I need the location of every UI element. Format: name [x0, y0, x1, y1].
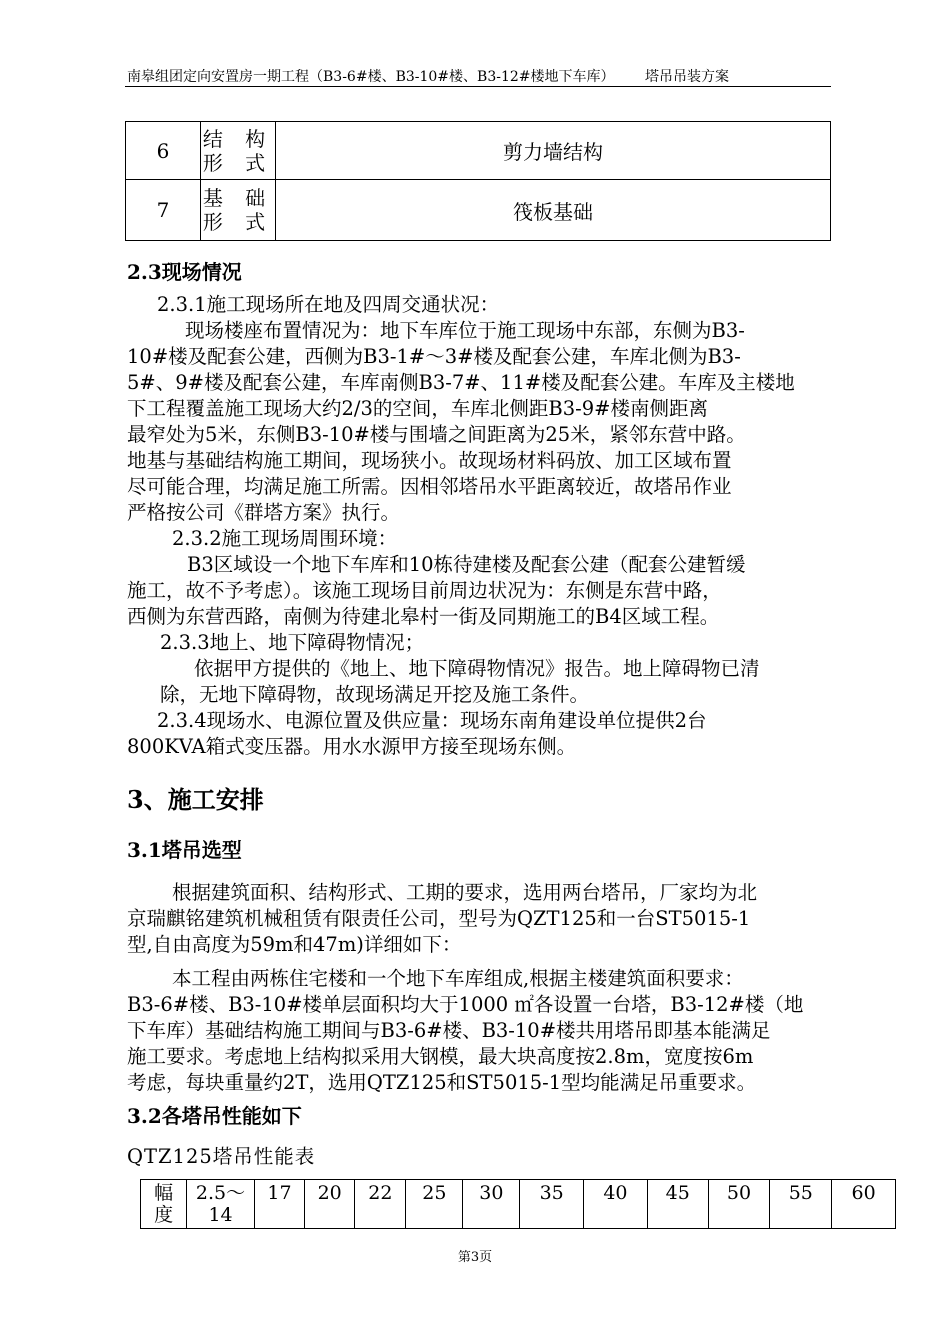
paragraph-line: 尽可能合理，均满足施工所需。因相邻塔吊水平距离较近，故塔吊作业	[127, 475, 732, 498]
cell-line: 14	[208, 1204, 233, 1226]
table-row	[126, 122, 831, 180]
table-row	[126, 180, 831, 241]
table-cell: 30	[463, 1180, 520, 1229]
paragraph-line: 施工，故不予考虑）。该施工现场目前周边状况为：东侧是东营中路，	[127, 579, 722, 602]
paragraph-line: 现场楼座布置情况为：地下车库位于施工现场中东部，东侧为B3-	[185, 319, 745, 342]
paragraph-line: 10#楼及配套公建，西侧为B3-1#～3#楼及配套公建，车库北侧为B3-	[127, 345, 741, 368]
header-project-title: 南皋组团定向安置房一期工程（B3-6#楼、B3-10#楼、B3-12#楼地下车库）	[127, 69, 615, 85]
paragraph-line: 本工程由两栋住宅楼和一个地下车库组成,根据主楼建筑面积要求：	[172, 967, 744, 990]
cell-line: 2.5～	[195, 1182, 246, 1204]
paragraph-line: 800KVA箱式变压器。用水水源甲方接至现场东侧。	[127, 735, 577, 758]
section-heading-3-1: 3.1塔吊选型	[127, 838, 242, 862]
section-heading-3-2: 3.2各塔吊性能如下	[127, 1104, 302, 1128]
paragraph-line: 2.3.4现场水、电源位置及供应量：现场东南角建设单位提供2台	[157, 709, 707, 732]
paragraph-line: 型,自由高度为59m和47m)详细如下：	[127, 933, 462, 956]
table-cell: 60	[832, 1180, 896, 1229]
table-cell: 45	[647, 1180, 708, 1229]
paragraph-line: 除，无地下障碍物，故现场满足开挖及施工条件。	[160, 683, 590, 706]
table-cell: 17	[254, 1180, 304, 1229]
page-header	[125, 64, 831, 87]
table-cell: 22	[355, 1180, 406, 1229]
paragraph-line: 下工程覆盖施工现场大约2/3的空间，车库北侧距B3-9#楼南侧距离	[127, 397, 708, 420]
table-row	[141, 1180, 896, 1229]
paragraph-line: 根据建筑面积、结构形式、工期的要求，选用两台塔吊，厂家均为北	[172, 881, 758, 904]
paragraph-line: 2.3.3地上、地下障碍物情况；	[160, 631, 425, 654]
header-line: 度	[154, 1204, 174, 1226]
paragraph-line: 京瑞麒铭建筑机械租赁有限责任公司，型号为QZT125和一台ST5015-1	[127, 907, 751, 930]
header-doc-title: 塔吊吊装方案	[645, 69, 729, 85]
page-number: 第3页	[457, 1250, 493, 1265]
row-number: 7	[126, 180, 201, 241]
row-label-line: 基 础	[202, 186, 274, 211]
paragraph-line: B3区域设一个地下车库和10栋待建楼及配套公建（配套公建暂缓	[187, 553, 746, 576]
crane-performance-table	[140, 1179, 896, 1229]
section-heading-2-3: 2.3现场情况	[127, 260, 242, 284]
row-label-line: 结 构	[202, 126, 274, 151]
paragraph-line: 5#、9#楼及配套公建，车库南侧B3-7#、11#楼及配套公建。车库及主楼地	[127, 371, 795, 394]
row-value: 筏板基础	[276, 180, 831, 241]
table-cell: 35	[520, 1180, 584, 1229]
table-cell: 50	[708, 1180, 770, 1229]
paragraph-line: 最窄处为5米，东侧B3-10#楼与围墙之间距离为25米，紧邻东营中路。	[127, 423, 746, 446]
structure-table	[125, 121, 831, 241]
row-value: 剪力墙结构	[276, 122, 831, 180]
row-label	[201, 180, 276, 241]
paragraph-line: 严格按公司《群塔方案》执行。	[127, 501, 401, 524]
paragraph-line: 考虑，每块重量约2T，选用QTZ125和ST5015-1型均能满足吊重要求。	[127, 1071, 757, 1094]
row-label-line: 形 式	[202, 150, 274, 175]
paragraph-line: B3-6#楼、B3-10#楼单层面积均大于1000 ㎡各设置一台塔，B3-12#楼（地	[127, 993, 804, 1016]
table-cell	[187, 1180, 255, 1229]
table-cell: 25	[406, 1180, 463, 1229]
row-label	[201, 122, 276, 180]
table-header-cell	[141, 1180, 187, 1229]
paragraph-line: 下车库）基础结构施工期间与B3-6#楼、B3-10#楼共用塔吊即基本能满足	[127, 1019, 771, 1042]
row-number: 6	[126, 122, 201, 180]
paragraph-line: 依据甲方提供的《地上、地下障碍物情况》报告。地上障碍物已清	[194, 657, 760, 680]
header-line: 幅	[154, 1182, 174, 1204]
table-caption: QTZ125塔吊性能表	[127, 1145, 316, 1168]
paragraph-line: 地基与基础结构施工期间，现场狭小。故现场材料码放、加工区域布置	[127, 449, 732, 472]
paragraph-line: 施工要求。考虑地上结构拟采用大钢模，最大块高度按2.8m，宽度按6m	[127, 1045, 754, 1068]
paragraph-line: 2.3.2施工现场周围环境：	[172, 527, 398, 550]
table-cell: 40	[584, 1180, 648, 1229]
row-label-line: 形 式	[202, 210, 274, 235]
paragraph-line: 西侧为东营西路，南侧为待建北皋村一街及同期施工的B4区域工程。	[127, 605, 720, 628]
table-cell: 55	[770, 1180, 832, 1229]
paragraph-line: 2.3.1施工现场所在地及四周交通状况：	[157, 293, 500, 316]
table-cell: 20	[305, 1180, 355, 1229]
section-heading-3: 3、施工安排	[127, 785, 264, 814]
